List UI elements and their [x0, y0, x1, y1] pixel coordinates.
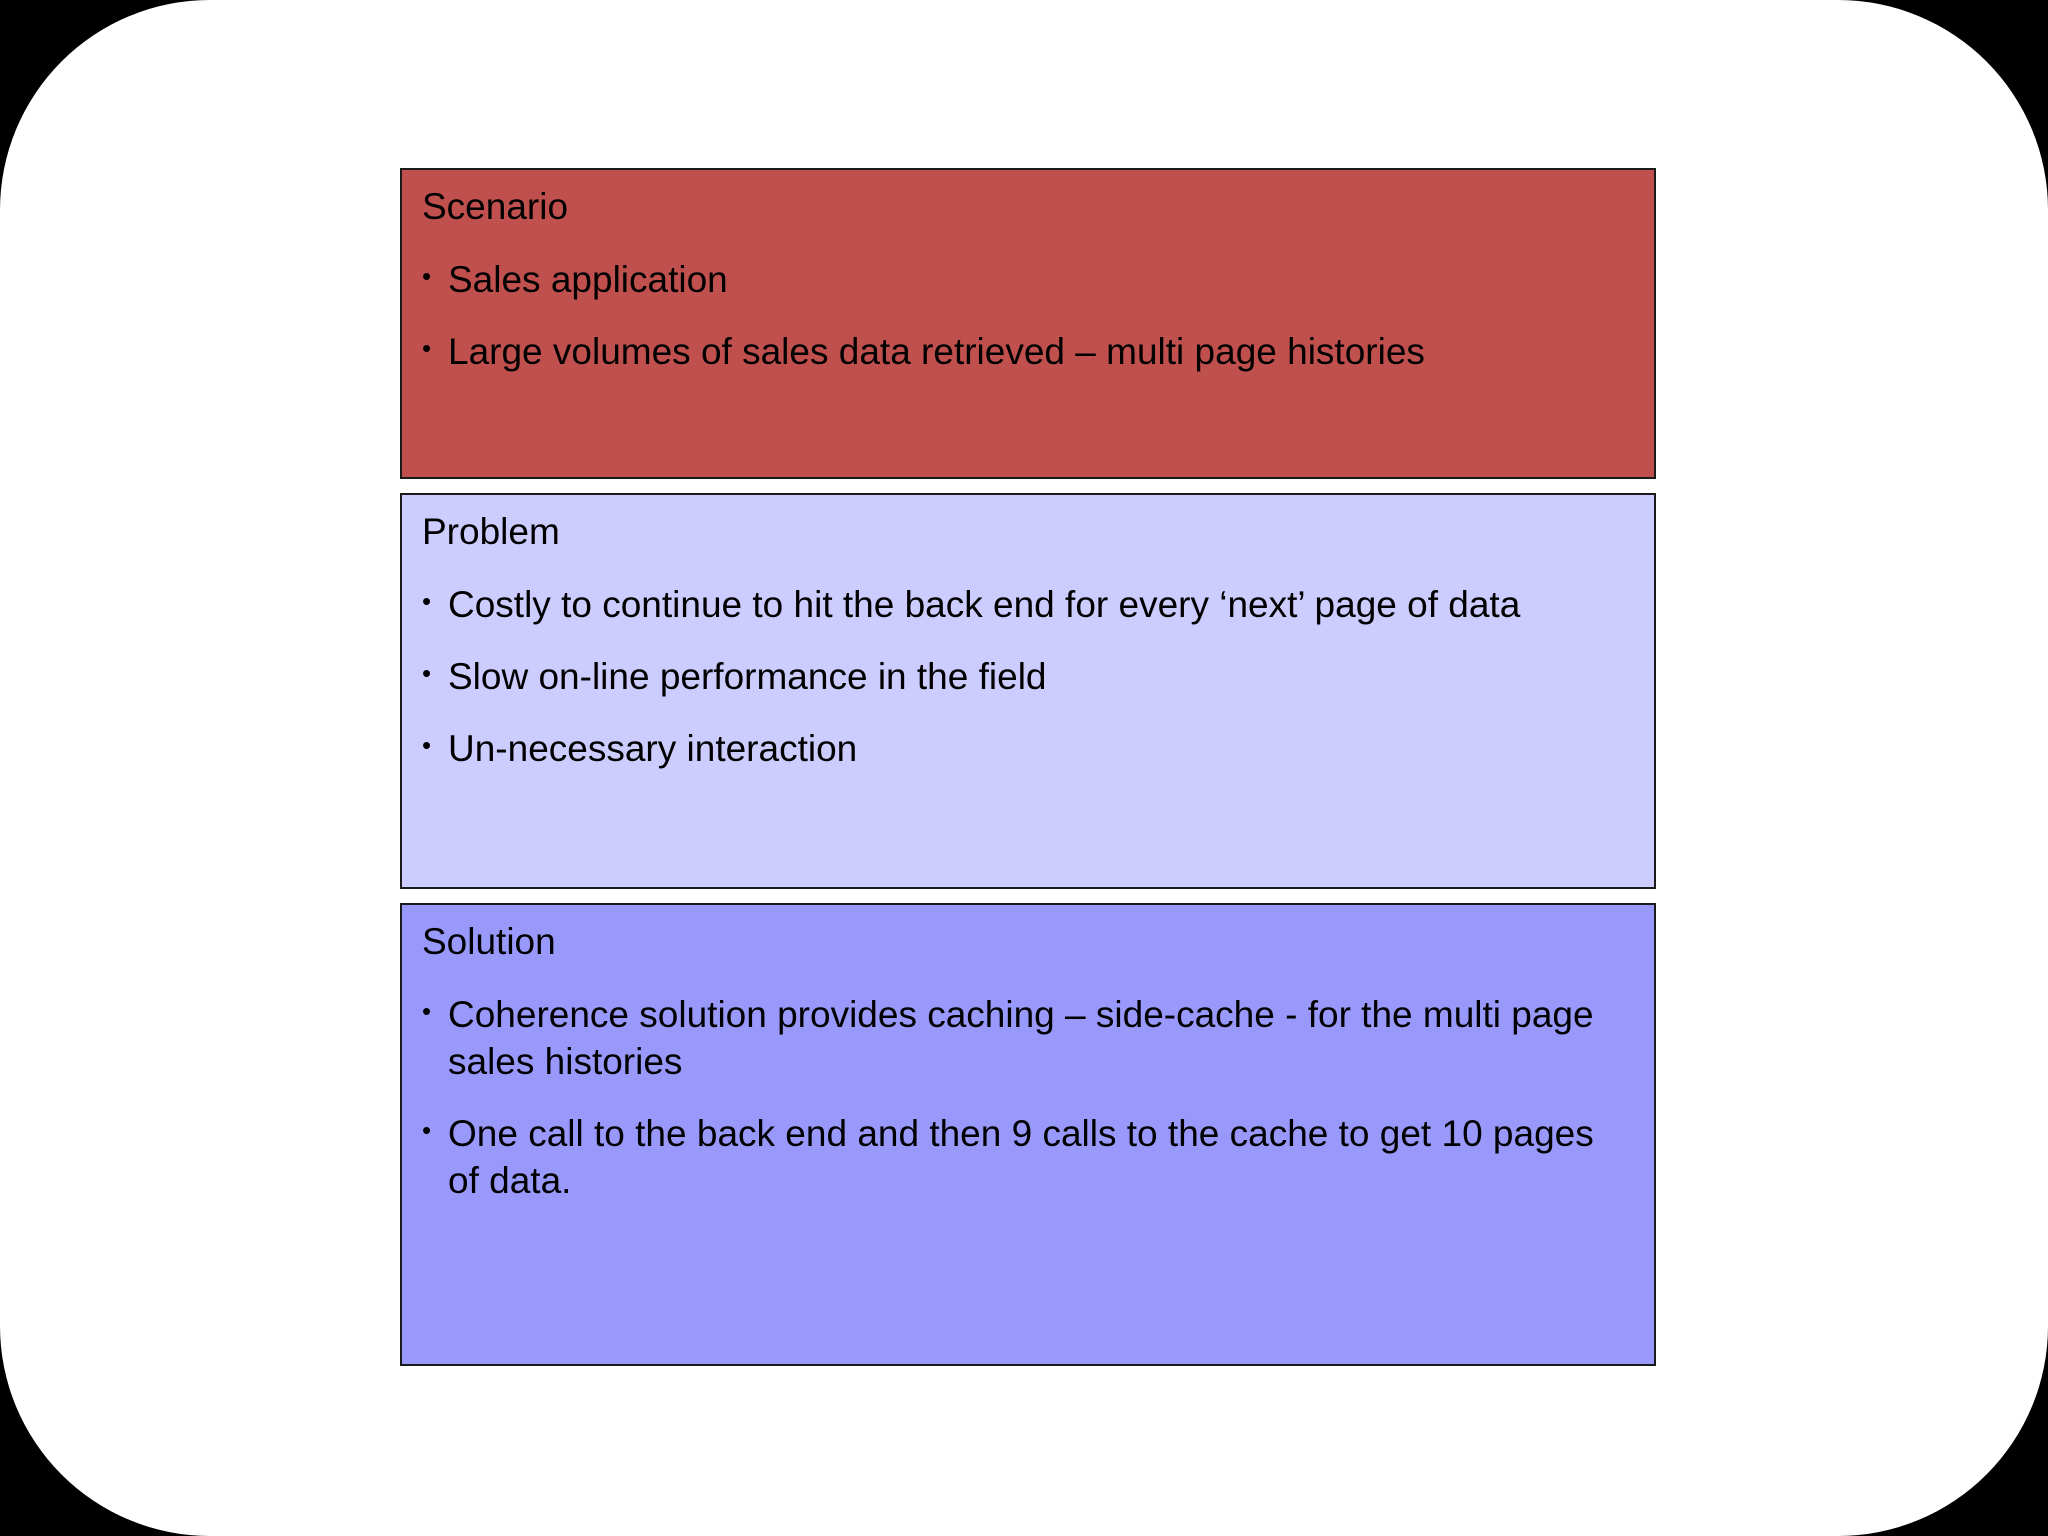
bullet-icon: • [422, 333, 432, 363]
scenario-bullet [422, 328, 1634, 375]
scenario-title: Scenario [422, 186, 569, 227]
bullet-icon: • [422, 996, 432, 1026]
bullet-text: Un-necessary interaction [448, 728, 858, 769]
bullet-icon: • [422, 730, 432, 760]
problem-title: Problem [422, 511, 560, 552]
solution-bullet [422, 1110, 1634, 1204]
bullet-icon: • [422, 586, 432, 616]
solution-panel [400, 903, 1656, 1366]
bullet-text: One call to the back end and then 9 calls to the cache to get 10 pages of data. [448, 1113, 1594, 1201]
solution-title: Solution [422, 921, 556, 962]
solution-bullet [422, 991, 1634, 1085]
problem-bullet [422, 581, 1634, 628]
bullet-icon: • [422, 1115, 432, 1145]
bullet-icon: • [422, 261, 432, 291]
bullet-text: Coherence solution provides caching – side-cache - for the multi page sales histories [448, 994, 1594, 1082]
bullet-text: Large volumes of sales data retrieved – multi page histories [448, 331, 1425, 372]
scenario-panel [400, 168, 1656, 479]
bullet-icon: • [422, 658, 432, 688]
problem-bullet [422, 653, 1634, 700]
problem-panel [400, 493, 1656, 889]
problem-bullet [422, 725, 1634, 772]
scenario-bullet [422, 256, 1634, 303]
bullet-text: Costly to continue to hit the back end for every ‘next’ page of data [448, 584, 1521, 625]
bullet-text: Sales application [448, 259, 728, 300]
bullet-text: Slow on-line performance in the field [448, 656, 1047, 697]
